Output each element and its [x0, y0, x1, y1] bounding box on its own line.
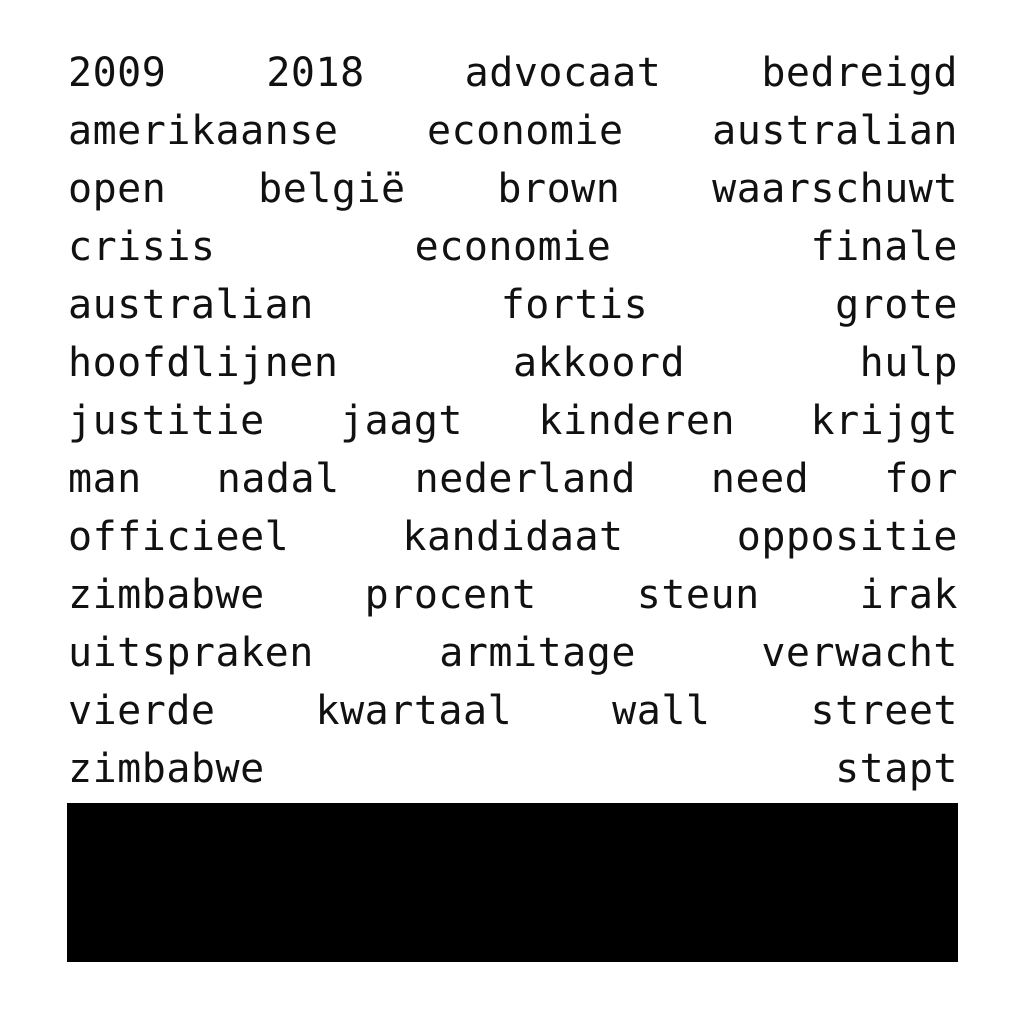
text-line	[68, 276, 958, 334]
redaction-bar	[67, 803, 958, 962]
text-line	[68, 218, 958, 276]
word: australian	[68, 282, 314, 328]
word: officieel	[68, 514, 290, 560]
word: brown	[497, 166, 621, 212]
text-line	[68, 624, 958, 682]
word: kandidaat	[402, 514, 624, 560]
word: steun	[636, 572, 760, 618]
word: economie	[414, 224, 612, 270]
text-line	[68, 160, 958, 218]
word: man	[68, 456, 142, 502]
word: need	[710, 456, 810, 502]
text-line	[68, 392, 958, 450]
word: hoofdlijnen	[68, 340, 339, 386]
word: for	[884, 456, 958, 502]
word: akkoord	[513, 340, 686, 386]
text-line	[68, 566, 958, 624]
word: oppositie	[736, 514, 958, 560]
text-line	[68, 450, 958, 508]
text-line	[68, 44, 958, 102]
word: vierde	[68, 688, 216, 734]
word: kwartaal	[315, 688, 513, 734]
word: advocaat	[464, 50, 662, 96]
word: wall	[612, 688, 711, 734]
word: zimbabwe	[68, 572, 265, 618]
word: crisis	[68, 224, 216, 270]
word: nederland	[414, 456, 636, 502]
word: economie	[426, 108, 624, 154]
word: open	[68, 166, 167, 212]
word: belgië	[258, 166, 406, 212]
word: procent	[364, 572, 537, 618]
text-line	[68, 740, 958, 798]
word: justitie	[68, 398, 265, 444]
word: 2018	[266, 50, 365, 96]
word: krijgt	[810, 398, 958, 444]
text-line	[68, 508, 958, 566]
word: 2009	[68, 50, 167, 96]
word: australian	[712, 108, 958, 154]
word: stapt	[835, 746, 958, 792]
word: kinderen	[538, 398, 736, 444]
word: fortis	[500, 282, 649, 328]
word: hulp	[859, 340, 958, 386]
word-text-block	[68, 44, 958, 798]
word: waarschuwt	[712, 166, 958, 212]
word: grote	[835, 282, 958, 328]
word: armitage	[439, 630, 636, 676]
word: irak	[859, 572, 958, 618]
word: finale	[810, 224, 958, 270]
word: bedreigd	[761, 50, 958, 96]
word: verwacht	[761, 630, 958, 676]
word: uitspraken	[68, 630, 314, 676]
text-line	[68, 334, 958, 392]
text-line	[68, 102, 958, 160]
word: amerikaanse	[68, 108, 339, 154]
word: jaagt	[340, 398, 463, 444]
word: street	[810, 688, 958, 734]
word: zimbabwe	[68, 746, 265, 792]
text-line	[68, 682, 958, 740]
word: nadal	[216, 456, 340, 502]
